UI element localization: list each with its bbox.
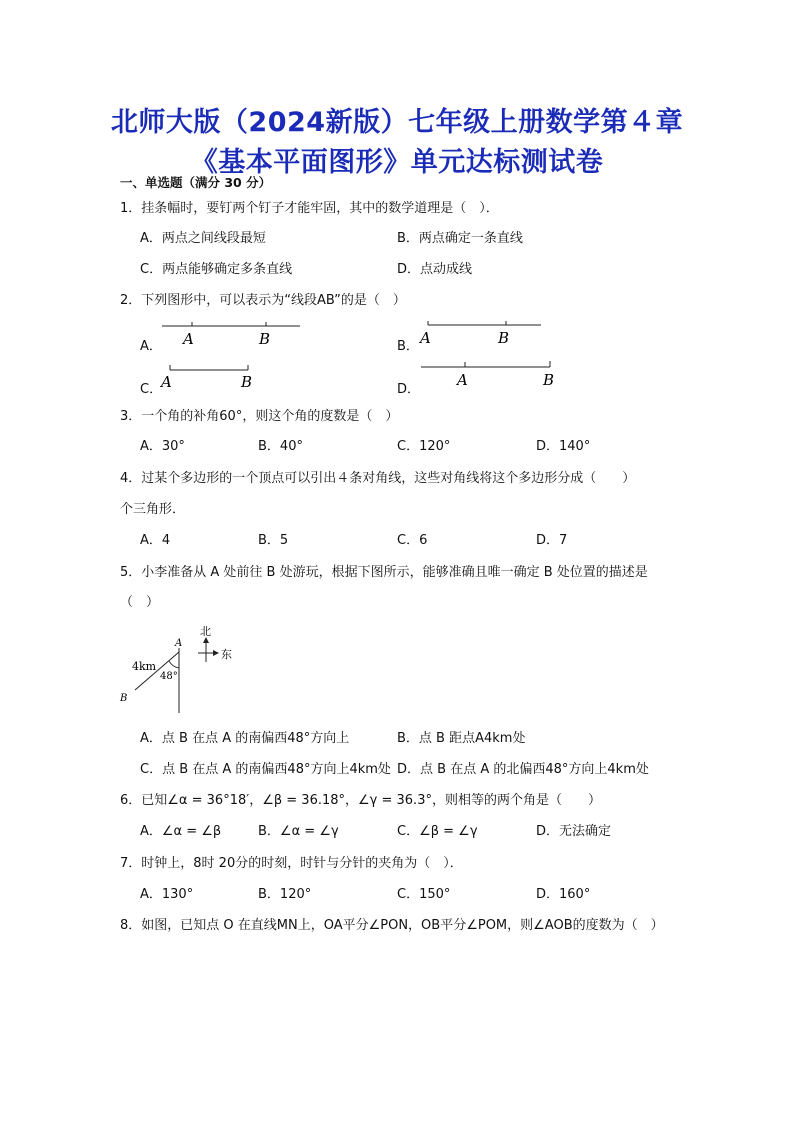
q7-stem: 7．时钟上，8时 20分的时刻，时针与分针的夹角为（ ）． xyxy=(120,856,463,871)
q2a-label-a: A xyxy=(183,330,194,348)
q4-stem-line-1: 4．过某个多边形的一个顶点可以引出４条对角线，这些对角线将这个多边形分成（ ） xyxy=(120,471,636,486)
q2-option-c: C． xyxy=(140,382,163,397)
q2b-label-a: A xyxy=(420,329,431,347)
q1-option-b: B．两点确定一条直线 xyxy=(397,231,523,246)
q7-option-c: C．150° xyxy=(397,887,451,902)
section-heading: 一、单选题（满分 30 分） xyxy=(120,175,272,190)
q5-label-north: 北 xyxy=(200,625,211,638)
east-arrow-icon xyxy=(213,650,219,656)
q8-stem: 8．如图，已知点 O 在直线MN上，OA平分∠PON，OB平分∠POM，则∠AOB的度数为（ ） xyxy=(120,918,664,933)
q5-label-east: 东 xyxy=(221,648,232,661)
q2-option-d: D． xyxy=(397,382,421,397)
q2-figure-a xyxy=(162,322,300,348)
q5-label-b: B xyxy=(120,693,128,704)
q3-stem: 3．一个角的补角60°，则这个角的度数是（ ） xyxy=(120,409,399,424)
q4-option-c: C．6 xyxy=(397,533,428,548)
q5-label-distance: 4km xyxy=(132,660,157,673)
q4-option-a: A．4 xyxy=(140,533,171,548)
q1-stem: 1．挂条幅时，要钉两个钉子才能牢固，其中的数学道理是（ ）． xyxy=(120,201,499,216)
q2d-label-a: A xyxy=(457,371,468,389)
q4-option-d: D．7 xyxy=(536,533,568,548)
q4-option-b: B．5 xyxy=(258,533,289,548)
q5-figure xyxy=(119,625,232,713)
q3-option-b: B．40° xyxy=(258,439,303,454)
q1-option-a: A．两点之间线段最短 xyxy=(140,231,266,246)
q2c-label-b: B xyxy=(241,373,253,391)
q2a-label-b: B xyxy=(259,330,271,348)
q5-stem-line-2: （ ） xyxy=(120,595,160,610)
q7-option-d: D．160° xyxy=(536,887,591,902)
q6-option-c: C．∠β = ∠γ xyxy=(397,824,478,839)
title-line-1: 北师大版（2024新版）七年级上册数学第４章 xyxy=(110,107,684,138)
q7-option-a: A．130° xyxy=(140,887,194,902)
q5-label-angle: 48° xyxy=(160,671,178,682)
q3-option-a: A．30° xyxy=(140,439,185,454)
q5-label-a: A xyxy=(175,638,183,649)
q6-option-a: A．∠α = ∠β xyxy=(140,824,222,839)
q2c-label-a: A xyxy=(161,373,172,391)
q2b-label-b: B xyxy=(498,329,510,347)
q1-option-d: D．点动成线 xyxy=(397,262,473,277)
q3-option-c: C．120° xyxy=(397,439,451,454)
q5-option-b: B．点 B 距点A4km处 xyxy=(397,731,526,746)
q6-stem: 6．已知∠α = 36°18′，∠β = 36.18°，∠γ = 36.3°，则相等的两个角是（ ） xyxy=(120,793,601,808)
q1-option-c: C．两点能够确定多条直线 xyxy=(140,262,293,277)
q2-figure-d xyxy=(421,361,554,389)
q6-option-b: B．∠α = ∠γ xyxy=(258,824,339,839)
q4-stem-line-2: 个三角形． xyxy=(120,502,186,517)
q3-option-d: D．140° xyxy=(536,439,591,454)
q7-option-b: B．120° xyxy=(258,887,312,902)
q2-stem: 2．下列图形中，可以表示为“线段AB”的是（ ） xyxy=(120,293,406,308)
q5-option-a: A．点 B 在点 A 的南偏西48°方向上 xyxy=(140,731,350,746)
q5-option-d: D．点 B 在点 A 的北偏西48°方向上4km处 xyxy=(397,762,649,777)
q2-figure-b xyxy=(418,321,541,347)
q2d-label-b: B xyxy=(543,371,555,389)
q2-option-b: B． xyxy=(397,339,419,354)
q6-option-d: D．无法确定 xyxy=(536,824,612,839)
q2-option-a: A． xyxy=(140,339,162,354)
q2-figure-c xyxy=(159,365,252,391)
q5-stem-line-1: 5．小李准备从 A 处前往 B 处游玩，根据下图所示，能够准确且唯一确定 B 处位置的描述是 xyxy=(120,565,648,580)
q5-option-c: C．点 B 在点 A 的南偏西48°方向上4km处 xyxy=(140,762,391,777)
title-line-2: 《基本平面图形》单元达标测试卷 xyxy=(190,147,604,178)
